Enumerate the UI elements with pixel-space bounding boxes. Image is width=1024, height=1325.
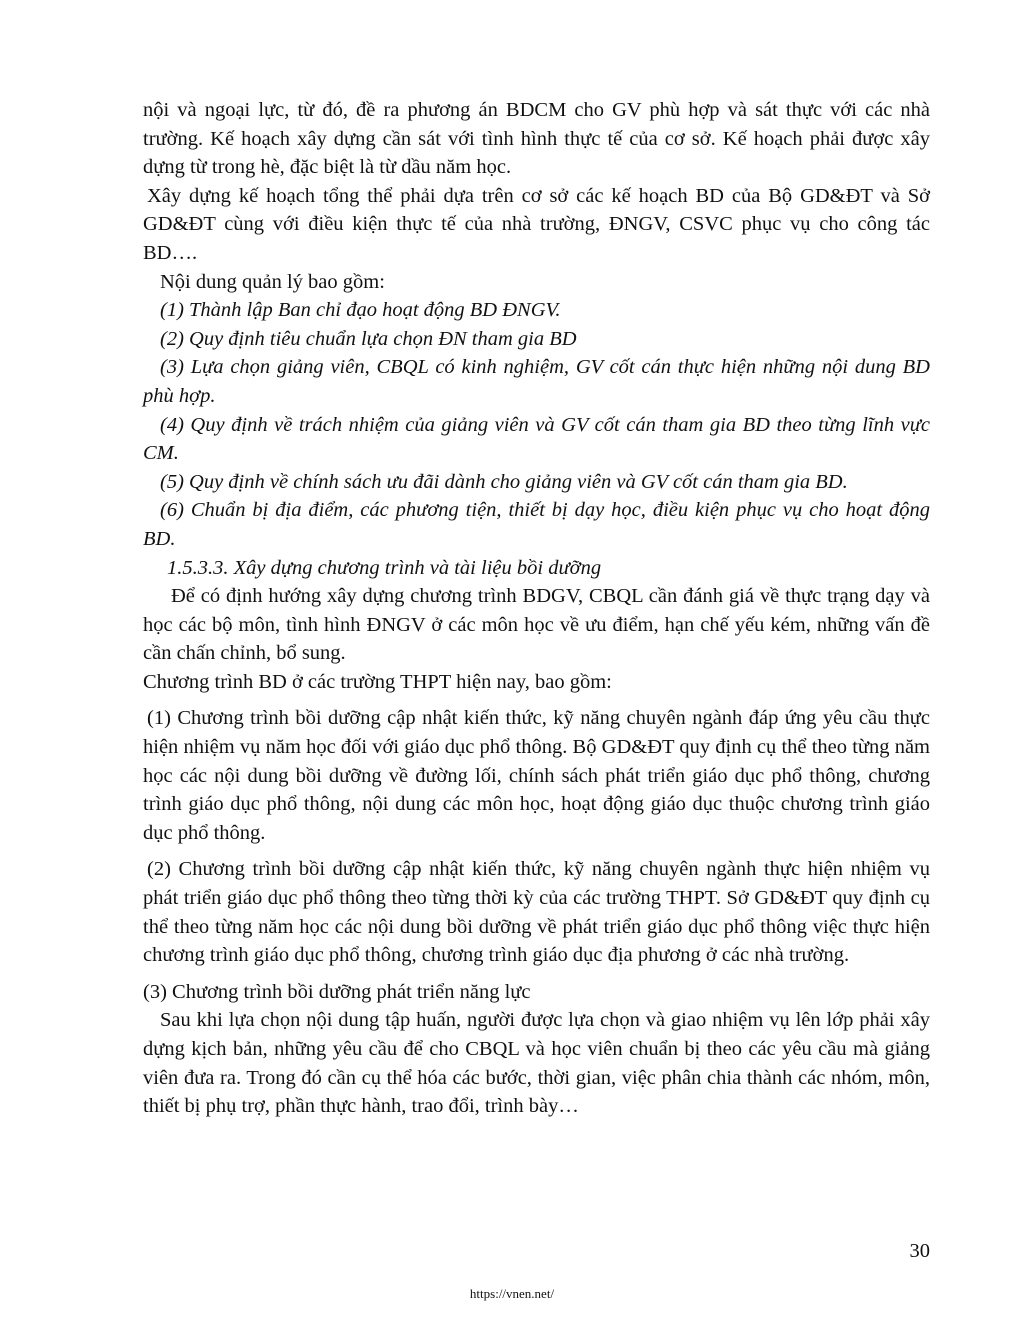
document-body bbox=[143, 96, 930, 1121]
page-number: 30 bbox=[909, 1240, 930, 1262]
paragraph: Để có định hướng xây dựng chương trình BDGV, CBQL cần đánh giá về thực trạng dạy và học các bộ môn, tình hình ĐNGV ở các môn học về ưu điểm, hạn chế yếu kém, những vấn đề cần chấn chỉnh, bổ sung. bbox=[143, 585, 930, 665]
list-item: (2) Quy định tiêu chuẩn lựa chọn ĐN tham gia BD bbox=[160, 327, 577, 350]
list-item: (6) Chuẩn bị địa điểm, các phương tiện, thiết bị dạy học, điều kiện phục vụ cho hoạt động BD. bbox=[143, 499, 930, 550]
paragraph: Xây dựng kế hoạch tổng thể phải dựa trên cơ sở các kế hoạch BD của Bộ GD&ĐT và Sở GD&ĐT cùng với điều kiện thực tế của nhà trường, ĐNGV, CSVC phục vụ cho công tác BD…. bbox=[143, 184, 930, 264]
paragraph: Sau khi lựa chọn nội dung tập huấn, người được lựa chọn và giao nhiệm vụ lên lớp phải xây dựng kịch bản, những yêu cầu để cho CBQL và học viên chuẩn bị theo các yêu cầu mà giảng viên đưa ra. Trong đó cần cụ thể hóa các bước, thời gian, việc phân chia thành các nhóm, môn, thiết bị phụ trợ, phần thực hành, trao đổi, trình bày… bbox=[143, 1009, 930, 1118]
list-item: (4) Quy định về trách nhiệm của giảng viên và GV cốt cán tham gia BD theo từng lĩnh vực CM. bbox=[143, 413, 930, 465]
paragraph: Chương trình BD ở các trường THPT hiện nay, bao gồm: bbox=[143, 670, 612, 693]
paragraph: nội và ngoại lực, từ đó, đề ra phương án BDCM cho GV phù hợp và sát thực với các nhà trường. Kế hoạch xây dựng cần sát với tình hình thực tế của cơ sở. Kế hoạch phải được xây dựng từ trong hè, đặc biệt là từ dầu năm học. bbox=[143, 99, 930, 179]
paragraph: (1) Chương trình bồi dưỡng cập nhật kiến thức, kỹ năng chuyên ngành đáp ứng yêu cầu thực hiện nhiệm vụ năm học đối với giáo dục phổ thông. Bộ GD&ĐT quy định cụ thể theo từng năm học các nội dung bồi dưỡng về đường lối, chính sách phát triển giáo dục phổ thông, chương trình giáo dục phổ thông, nội dung các môn học, hoạt động giáo dục thuộc chương trình giáo dục phổ thông. bbox=[143, 707, 930, 844]
paragraph: (3) Chương trình bồi dưỡng phát triển năng lực bbox=[143, 980, 531, 1003]
section-heading: 1.5.3.3. Xây dựng chương trình và tài liệu bồi dưỡng bbox=[167, 556, 602, 579]
paragraph: Nội dung quản lý bao gồm: bbox=[160, 270, 385, 293]
footer-url: https://vnen.net/ bbox=[469, 1286, 555, 1301]
paragraph: (2) Chương trình bồi dưỡng cập nhật kiến thức, kỹ năng chuyên ngành thực hiện nhiệm vụ phát triển giáo dục phổ thông theo từng thời kỳ của các trường THPT. Sở GD&ĐT quy định cụ thể theo từng năm học các nội dung bồi dưỡng về phát triển giáo dục phổ thông việc thực hiện chương trình giáo dục phổ thông, chương trình giáo dục địa phương ở các nhà trường. bbox=[143, 858, 930, 967]
list-item: (1) Thành lập Ban chỉ đạo hoạt động BD ĐNGV. bbox=[160, 299, 561, 322]
list-item: (3) Lựa chọn giảng viên, CBQL có kinh nghiệm, GV cốt cán thực hiện những nội dung BD phù hợp. bbox=[143, 356, 930, 407]
list-item: (5) Quy định về chính sách ưu đãi dành cho giảng viên và GV cốt cán tham gia BD. bbox=[160, 470, 848, 493]
